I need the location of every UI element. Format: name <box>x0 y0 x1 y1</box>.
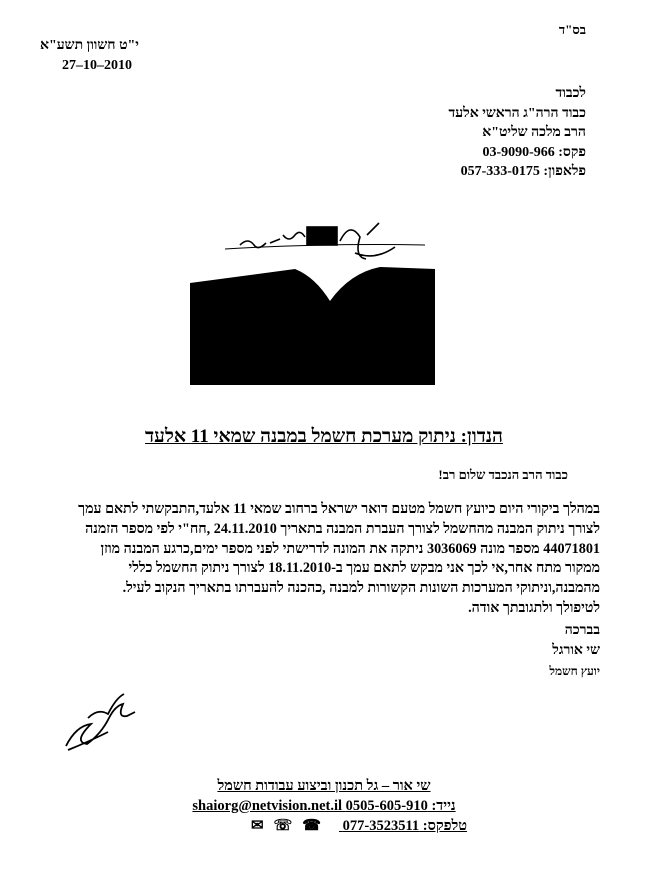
letter-body <box>78 500 600 619</box>
footer-company: שי אור – גל תכנון וביצוע עבודות חשמל <box>217 778 431 794</box>
body-line: לטיפולך ולתגובתך אודה. <box>468 599 600 616</box>
recipient-line: לכבוד <box>555 86 586 101</box>
signer-name: שי אורגל <box>552 643 600 658</box>
body-line: ממקור מתח אחר,אי לכך אני מבקש לתאם עמך ב-18.11.2010 לצורך ניתוק החשמל כללי <box>128 560 600 577</box>
stamp-black-block <box>190 267 435 385</box>
recipient-line: כבוד הרה"ג הראשי אלעד <box>448 105 586 121</box>
footer-telfax: טלפקס: 077-3523511 <box>342 818 468 834</box>
bsd-header: בס"ד <box>558 22 586 37</box>
stamp-handwriting <box>225 223 425 259</box>
closing-blessing: בברכה <box>564 623 600 638</box>
letterhead-footer <box>0 776 648 836</box>
handwritten-signature <box>58 688 138 758</box>
envelope-icon: ✉ <box>250 818 274 834</box>
recipient-block <box>449 84 586 182</box>
recipient-phone: פלאפון: 057-333-0175 <box>460 164 586 179</box>
body-line: 44071801 מספר מונה 3036069 ניתקה את המונה לדרישתי לפני מספר ימים,כרגע המבנה מוזן <box>100 540 600 557</box>
body-line: מהמבנה,וניתוקי המערכות השונות הקשורות למבנה ,כהכנה להעברתו בתאריך הנקוב לעיל. <box>122 580 600 597</box>
body-line: לצורך ניתוק המבנה מהחשמל לצורך העברת המבנה בתאריך 24.11.2010 ,חח"י לפי מספר הזמנה <box>85 520 600 537</box>
received-stamp <box>185 205 450 390</box>
signer-title: יועץ חשמל <box>549 664 600 678</box>
greeting: כבוד הרב הנכבד שלום רב! <box>438 467 568 482</box>
body-line: במהלך ביקורי היום כיועץ חשמל מטעם דואר ישראל ברחוב שמאי 11 אלעד,התבקשתי לתאם עמך <box>78 501 600 517</box>
fax-icon: ☎ <box>302 818 331 834</box>
closing-block <box>549 621 600 681</box>
recipient-fax: פקס: 03-9090-966 <box>482 144 586 160</box>
recipient-line: הרב מלכה שליט"א <box>482 125 586 140</box>
subject-line: הנדון: ניתוק מערכת חשמל במבנה שמאי 11 אלעד <box>145 426 503 447</box>
phone-icon: ☏ <box>273 818 303 834</box>
footer-mobile-email: נייד: 0505-605-910 shaiorg@netvision.net.il <box>192 798 456 814</box>
hebrew-date: י"ט חשוון תשע"א <box>40 38 139 53</box>
gregorian-date: 27–10–2010 <box>62 58 132 73</box>
